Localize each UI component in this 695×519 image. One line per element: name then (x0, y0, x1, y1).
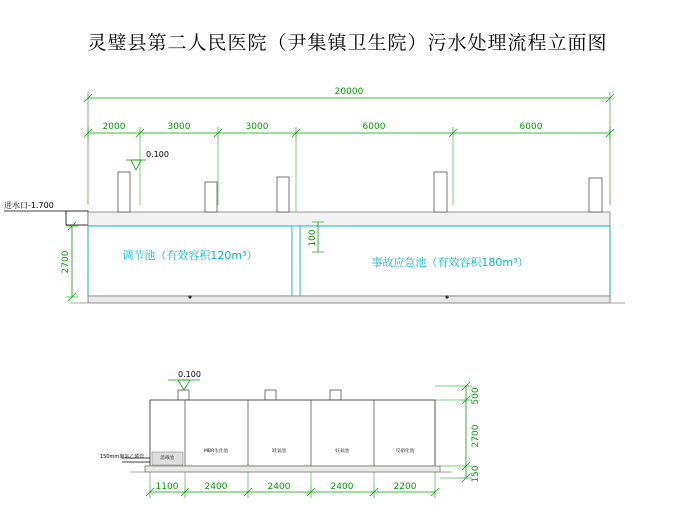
plan-roof-risers (178, 390, 341, 400)
plan-pipe-label: 150mm聚氯乙烯管 (100, 454, 145, 460)
dim-seg-3-label: 6000 (362, 122, 386, 132)
tank-label-0: 调节池（有效容积120m³） (122, 249, 258, 262)
plan-dimension-chain-right (435, 382, 481, 483)
plan-dim-2-label: 2400 (267, 482, 291, 492)
plan-cell-label-1: MBR生化池 (203, 449, 229, 454)
dimension-chain-segments (84, 122, 614, 139)
plan-level-label: 0.100 (178, 370, 201, 379)
dim-height-label: 2700 (61, 250, 71, 274)
dim-total-label: 20000 (334, 87, 364, 97)
page-title: 灵璧县第二人民医院（尹集镇卫生院）污水处理流程立面图 (87, 32, 608, 54)
tank-label-1: 事故应急池（有效容积180m³） (371, 256, 529, 269)
plan-right-dim-1-label: 2700 (471, 424, 481, 448)
level-mark-top (126, 150, 169, 170)
dim-seg-0-label: 2000 (102, 122, 126, 132)
plan-cell-label-3: 好氧池 (335, 449, 349, 454)
dimension-height-2700 (61, 222, 78, 301)
plan-cell-label-4: 反硝化池 (395, 449, 415, 454)
plan-dim-4-label: 2200 (393, 482, 417, 492)
plan-dim-1-label: 2400 (204, 482, 228, 492)
dim-wall-label: 100 (308, 229, 318, 247)
plan-right-dim-2-label: 150 (471, 465, 481, 483)
plan-level-mark (168, 370, 201, 390)
plan-dim-3-label: 2400 (330, 482, 354, 492)
plan-structure (122, 400, 452, 472)
dim-seg-2-label: 3000 (245, 122, 269, 132)
plan-cell-label-2: 缺氧池 (272, 449, 286, 454)
level-top-label: 0.100 (146, 150, 169, 159)
plan-dim-0-label: 1100 (155, 482, 179, 492)
plan-cell-label-0: 消毒池 (160, 456, 174, 461)
inlet-mark (4, 200, 88, 225)
dimension-chain-total (84, 87, 614, 205)
roof-risers (118, 172, 602, 212)
dim-seg-4-label: 6000 (519, 122, 543, 132)
plan-right-dim-0-label: 500 (471, 387, 481, 405)
dim-seg-1-label: 3000 (167, 122, 191, 132)
inlet-label: 进水口-1.700 (4, 201, 54, 210)
plan-dimension-chain-bottom (146, 472, 439, 498)
